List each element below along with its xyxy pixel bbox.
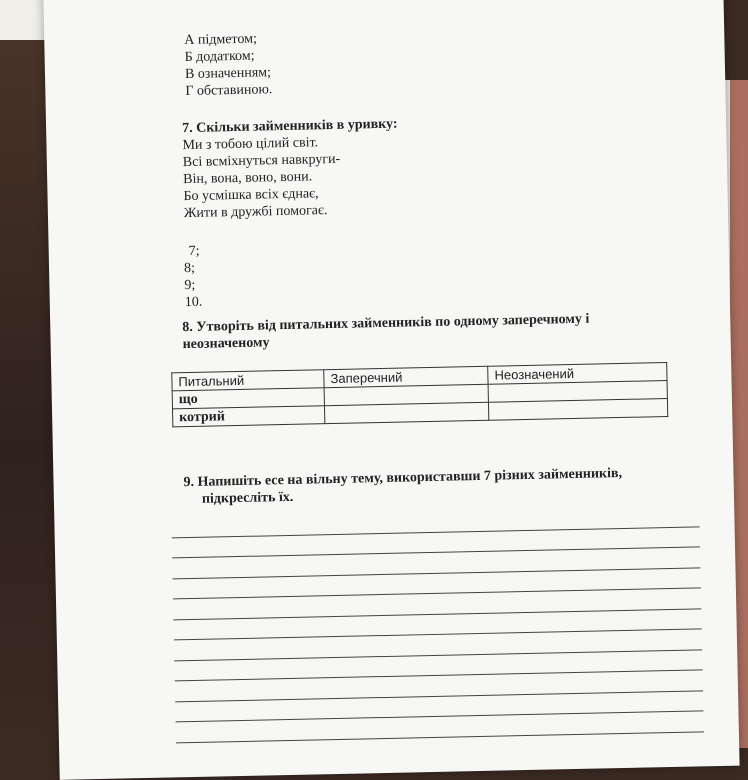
- option-d: Г обставиною.: [185, 82, 273, 100]
- pronoun-table: [171, 362, 668, 427]
- question-8-title: [182, 311, 590, 354]
- header-negative: Заперечний: [324, 366, 488, 387]
- poem-line: Жити в дружбі помогає.: [183, 203, 328, 222]
- header-indefinite: Неозначений: [488, 363, 667, 385]
- option-7: 7;: [188, 243, 200, 260]
- writing-lines: [171, 506, 704, 743]
- worksheet-page: [43, 0, 740, 780]
- cell-pronoun: котрий: [173, 406, 325, 427]
- option-9: 9;: [184, 277, 196, 294]
- question-7-options: [184, 243, 203, 311]
- poem-line: Він, вона, воно, вони.: [183, 169, 313, 188]
- cell-pronoun: що: [172, 388, 324, 409]
- question-7: [182, 116, 400, 222]
- question-8-title-line1: 8. Утворіть від питальних займенників по одному заперечному і: [182, 311, 590, 336]
- poem-line: Всі всміхнуться навкруги-: [182, 151, 341, 171]
- question-9-title-line2: підкресліть їх.: [201, 489, 294, 507]
- option-b: Б додатком;: [184, 48, 255, 66]
- question-9-title: [183, 465, 622, 508]
- header-interrogative: Питальний: [172, 370, 324, 391]
- option-c: В означенням;: [184, 65, 272, 83]
- option-8: 8;: [183, 260, 196, 277]
- answer-cell[interactable]: [489, 399, 668, 421]
- poem-line: Ми з тобою цілий світ.: [182, 135, 319, 154]
- poem: [182, 133, 399, 222]
- question-7-title: 7. Скільки займенників в уривку:: [181, 116, 398, 137]
- question-9-title-line1: 9. Напишіть есе на вільну тему, використавши 7 різних займенників,: [183, 465, 623, 491]
- option-a: А підметом;: [184, 31, 258, 49]
- question-8-title-line2: неозначеному: [182, 335, 270, 353]
- answer-cell[interactable]: [325, 402, 489, 423]
- option-10: 10.: [184, 294, 203, 311]
- prev-question-options: [184, 30, 272, 100]
- poem-line: Бо усмішка всіх єднає,: [183, 186, 319, 205]
